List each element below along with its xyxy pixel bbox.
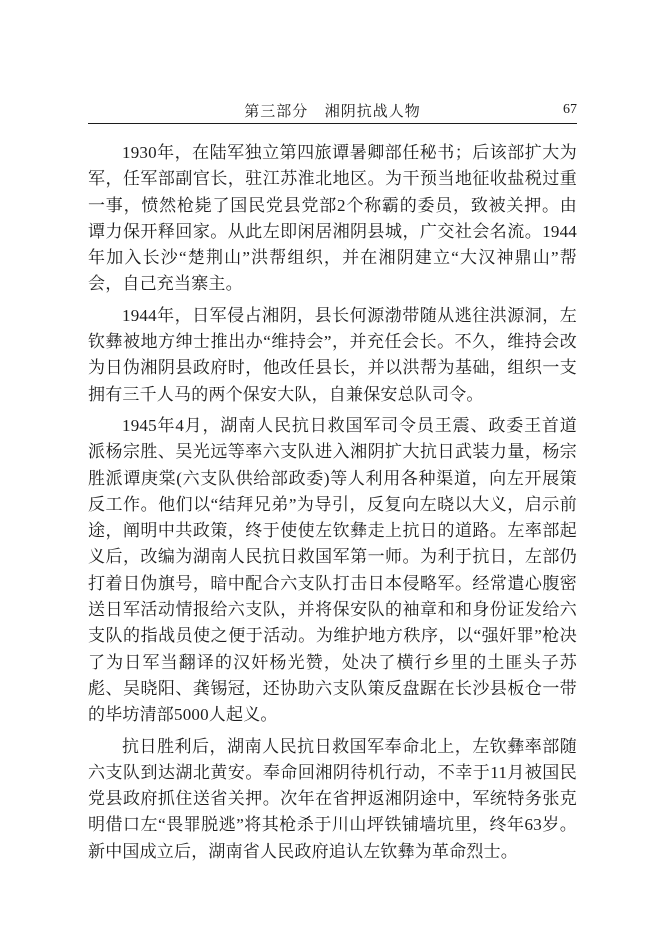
body-text-column <box>88 140 577 870</box>
paragraph-3: 1945年4月，湖南人民抗日救国军司令员王震、政委王首道派杨宗胜、吴光远等率六支队进入湘阴扩大抗日武装力量，杨宗胜派谭庚棠(六支队供给部政委)等人利用各种渠道，向左开展策反工作。他们以“结拜兄弟”为导引，反复向左晓以大义，启示前途，阐明中共政策，终于使使左钦彝走上抗日的道路。左率部起义后，改编为湖南人民抗日救国军第一师。为利于抗日，左部仍打着日伪旗号，暗中配合六支队打击日本侵略军。经常遣心腹密送日军活动情报给六支队，并将保安队的袖章和和身份证发给六支队的指战员使之便于活动。为维护地方秩序，以“强奸罪”枪决了为日军当翻译的汉奸杨光赞，处决了横行乡里的土匪头子苏彪、吴晓阳、龚锡冠，还协助六支队策反盘踞在长沙县板仓一带的毕坊清部5000人起义。 <box>88 415 577 725</box>
paragraph-2: 1944年，日军侵占湘阴，县长何源渤带随从逃往洪源洞，左钦彝被地方绅士推出办“维持会”，并充任会长。不久，维持会改为日伪湘阴县政府时，他改任县长，并以洪帮为基础，组织一支拥有三千人马的两个保安大队，自兼保安总队司令。 <box>88 305 577 404</box>
header-chapter-title: 湘阴抗战人物 <box>324 104 421 120</box>
paragraph-1: 1930年，在陆军独立第四旅谭暑卿部任秘书；后该部扩大为军，任军部副官长，驻江苏淮北地区。为干预当地征收盐税过重一事，愤然枪毙了国民党县党部2个称霸的委员，致被关押。由谭力保开释回家。从此左即闲居湘阴县城，广交社会名流。1944年加入长沙“楚荆山”洪帮组织，并在湘阴建立“大汉神鼎山”帮会，自己充当寨主。 <box>88 143 577 294</box>
page-number: 67 <box>563 102 577 117</box>
header-divider-rule <box>88 123 577 124</box>
header-section-label: 第三部分 <box>244 104 309 120</box>
paragraph-4: 抗日胜利后，湖南人民抗日救国军奉命北上，左钦彝率部随六支队到达湖北黄安。奉命回湘阴待机行动，不幸于11月被国民党县政府抓住送省关押。次年在省押返湘阴途中，军统特务张克明借口左“畏罪脱逃”将其枪杀于川山坪铁铺墙坑里，终年63岁。新中国成立后，湖南省人民政府追认左钦彝为革命烈士。 <box>88 736 577 861</box>
